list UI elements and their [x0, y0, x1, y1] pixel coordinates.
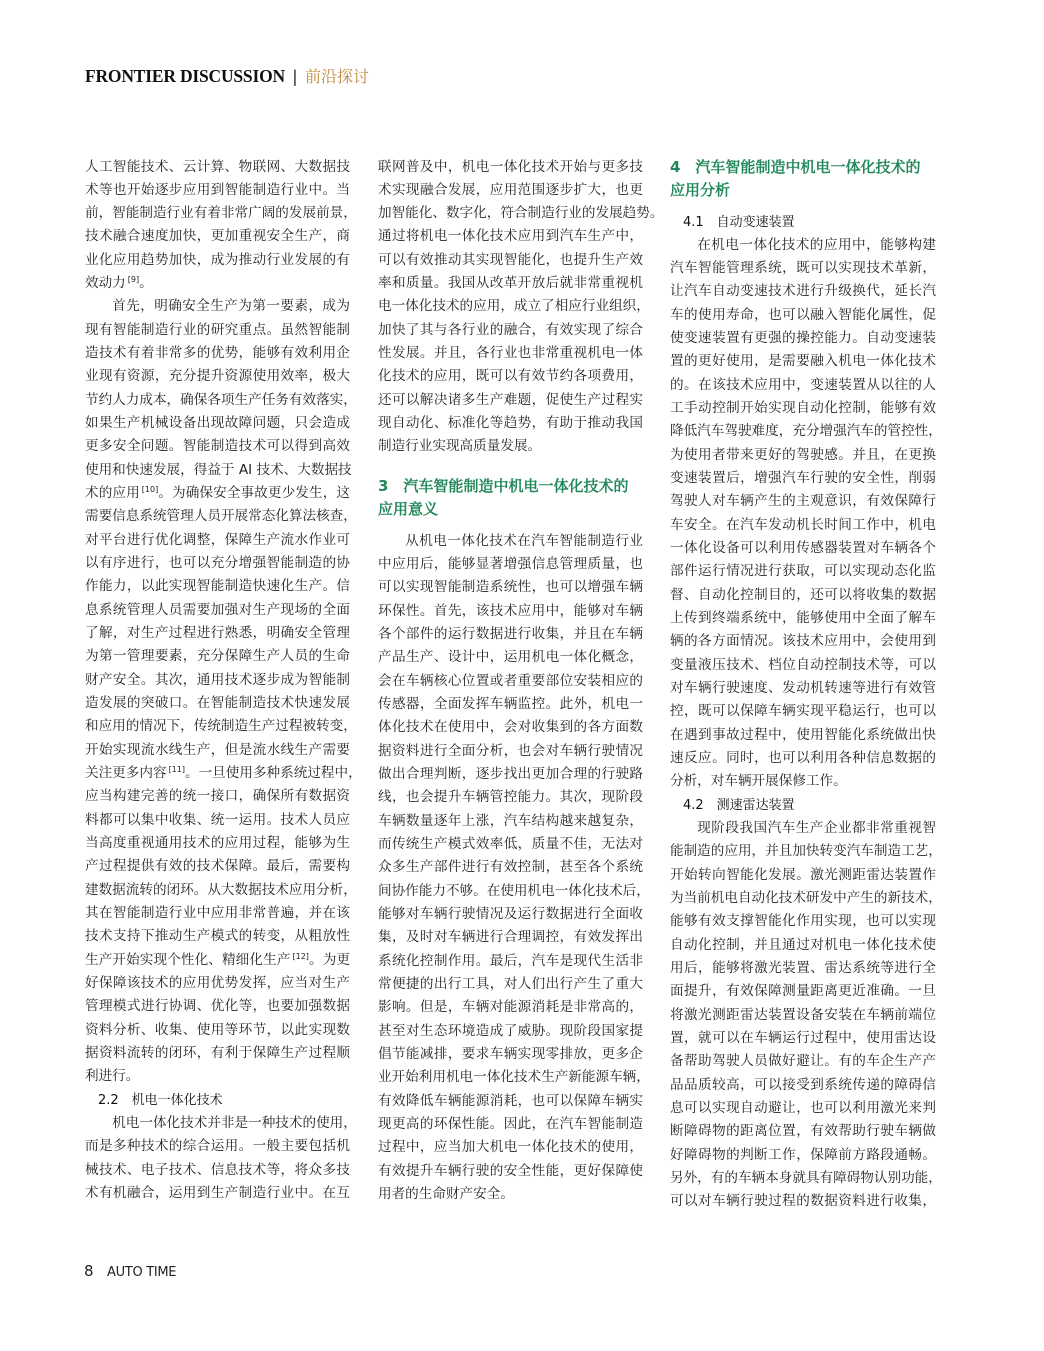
citation-superscript: [10] — [141, 485, 159, 495]
text-line: 更多安全问题。智能制造技术可以得到高效 — [85, 438, 350, 455]
paragraph — [85, 156, 357, 296]
text-segment: 术的应用 — [85, 485, 140, 502]
text-line: 会在车辆核心位置或者重要部位安装相应的 — [378, 672, 643, 689]
text-line: 业现有资源，充分提升资源使用效率，极大 — [85, 368, 350, 385]
text-line — [85, 762, 362, 785]
text-line: 众多生产部件进行有效控制，甚至各个系统 — [378, 859, 643, 876]
text-line: 而传统生产模式效率低，质量不佳，无法对 — [378, 836, 643, 853]
text-line: 督、自动化控制目的，还可以将收集的数据 — [670, 586, 936, 603]
text-column-3 — [670, 156, 942, 1214]
running-header — [85, 64, 369, 87]
text-line: 线，也会提升车辆管控能力。其次，现阶段 — [378, 789, 643, 806]
section-heading — [378, 475, 643, 521]
text-line: 4.1 自动变速装置 — [683, 214, 795, 230]
text-line: 好障碍物的判断工作，保障前方路段通畅。 — [670, 1146, 936, 1163]
text-line: 使变速装置有更强的操控能力。自动变速装 — [670, 330, 936, 347]
text-line: 现更高的环保性能。因此，在汽车智能制造 — [378, 1115, 643, 1132]
text-line — [85, 949, 350, 972]
text-line: 技术融合速度加快，更加重视安全生产，商 — [85, 228, 350, 245]
text-line: 让汽车自动变速技术进行升级换代，延长汽 — [670, 283, 936, 300]
text-line: 财产安全。其次，通用技术逐步成为智能制 — [85, 671, 350, 688]
text-line: 各个部件的运行数据进行收集，并且在车辆 — [378, 626, 643, 643]
text-line: 以有序进行，也可以充分增强智能制造的协 — [85, 555, 350, 572]
text-line — [85, 272, 350, 295]
text-line: 2.2 机电一体化技术 — [98, 1092, 223, 1108]
text-line: 当高度重视通用技术的应用过程，能够为生 — [85, 835, 350, 852]
text-line: 造技术有着非常多的优势，能够有效利用企 — [85, 345, 350, 362]
text-line: 化技术的应用，既可以有效节约各项费用， — [378, 368, 643, 385]
text-line: 应当构建完善的统一接口，确保所有数据资 — [85, 788, 350, 805]
text-line: 能够对车辆行驶情况及运行数据进行全面收 — [378, 906, 643, 923]
text-segment: 。为更 — [308, 951, 351, 968]
text-line: 速反应。同时，也可以利用各种信息数据的 — [670, 750, 936, 767]
text-line: 体化技术在使用中，会对收集到的各方面数 — [378, 719, 643, 736]
text-line: 通过将机电一体化技术应用到汽车生产中， — [378, 228, 643, 245]
text-line: 驾驶人对车辆产生的主观意识，有效保障行 — [670, 493, 936, 510]
citation-superscript: [12] — [292, 951, 309, 961]
text-line: 车辆数量逐年上涨，汽车结构越来越复杂， — [378, 812, 643, 829]
text-line: 性发展。并且，各行业也非常重视机电一体 — [378, 345, 643, 362]
text-line: 前，智能制造行业有着非常广阔的发展前景， — [85, 205, 357, 222]
text-line: 车安全。在汽车发动机长时间工作中，机电 — [670, 516, 936, 533]
section-title-cn: 前沿探讨 — [304, 67, 369, 86]
text-line: 自动化控制，并且通过对机电一体化技术使 — [670, 936, 936, 953]
text-line: 将激光测距雷达装置设备安装在车辆前端位 — [670, 1006, 936, 1023]
text-line: 过程中，应当加大机电一体化技术的使用， — [378, 1139, 643, 1156]
text-line: 术实现融合发展，应用范围逐步扩大，也更 — [378, 181, 643, 198]
text-line: 如果生产机械设备出现故障问题，只会造成 — [85, 415, 350, 432]
text-line: 加快了其与各行业的融合，有效实现了综合 — [378, 321, 643, 338]
text-line: 术有机融合，运用到生产制造行业中。在互 — [85, 1184, 350, 1201]
page-footer — [84, 1262, 176, 1280]
text-line: 节约人力成本，确保各项生产任务有效落实， — [85, 391, 357, 408]
text-line: 可以实现智能制造系统性，也可以增强车辆 — [378, 579, 643, 596]
text-line: 而是多种技术的综合运用。一般主要包括机 — [85, 1138, 350, 1155]
text-line: 有效降低车辆能源消耗，也可以保障车辆实 — [378, 1092, 643, 1109]
text-line: 为使用者带来更好的驾驶感。并且，在更换 — [670, 446, 936, 463]
text-line: 在机电一体化技术的应用中，能够构建 — [697, 236, 936, 253]
text-line: 应用意义 — [378, 499, 439, 518]
text-line: 业开始利用机电一体化技术生产新能源车辆， — [378, 1069, 650, 1086]
text-line: 据资料流转的闭环，有利于保障生产过程顺 — [85, 1044, 350, 1061]
text-line: 能够有效支撑智能化作用实现，也可以实现 — [670, 913, 936, 930]
text-line: 分析，对车辆开展保修工作。 — [670, 773, 847, 790]
text-line: 品品质较高，可以接受到系统传递的障碍信 — [670, 1076, 936, 1093]
subsection-heading — [85, 1089, 350, 1112]
text-line: 为当前机电自动化技术研发中产生的新技术， — [670, 890, 942, 907]
text-line: 另外，有的车辆本身就具有障碍物认别功能， — [670, 1169, 942, 1186]
text-line: 集，及时对车辆进行合理调控，有效发挥出 — [378, 929, 643, 946]
subsection-heading — [670, 794, 936, 817]
text-line: 影响。但是，车辆对能源消耗是非常高的， — [378, 999, 643, 1016]
text-line: 控，既可以保障车辆实现平稳运行，也可以 — [670, 703, 936, 720]
paragraph — [670, 234, 942, 794]
text-line: 产过程提供有效的技术保障。最后，需要构 — [85, 858, 350, 875]
paragraph — [378, 156, 664, 459]
text-segment: 。一旦使用多种系统过程中， — [184, 765, 362, 782]
text-segment: 。 — [139, 275, 153, 292]
text-line: 联网普及中，机电一体化技术开始与更多技 — [378, 158, 643, 175]
text-line: 中应用后，能够显著增强信息管理质量，也 — [378, 556, 643, 573]
text-line: 甚至对生态环境造成了威胁。现阶段国家提 — [378, 1022, 643, 1039]
text-line: 需要信息系统管理人员开展常态化算法核查， — [85, 508, 357, 525]
section-title-en: FRONTIER DISCUSSION — [85, 66, 285, 86]
text-segment: 。为确保安全事故更少发生，这 — [158, 485, 351, 502]
text-line: 传感器，全面发挥车辆监控。此外，机电一 — [378, 696, 643, 713]
text-line: 管理模式进行协调、优化等，也要加强数据 — [85, 998, 350, 1015]
header-separator: | — [293, 66, 297, 86]
text-line: 间协作能力不够。在使用机电一体化技术后， — [378, 882, 650, 899]
text-line: 的。在该技术应用中，变速装置从以往的人 — [670, 376, 936, 393]
text-line: 作能力，以此实现智能制造快速化生产。信 — [85, 578, 350, 595]
paragraph — [85, 295, 362, 1088]
paragraph — [378, 530, 650, 1207]
text-line: 机电一体化技术并非是一种技术的使用， — [112, 1114, 357, 1131]
text-line: 变速装置后，增强汽车行驶的安全性，削弱 — [670, 470, 936, 487]
text-line: 4.2 测速雷达装置 — [683, 797, 795, 813]
text-line: 车的使用寿命，也可以融入智能化属性，促 — [670, 306, 936, 323]
text-line: 率和质量。我国从改革开放后就非常重视机 — [378, 275, 643, 292]
text-line: 资料分析、收集、使用等环节，以此实现数 — [85, 1021, 350, 1038]
text-line: 常便捷的出行工具，对人们出行产生了重大 — [378, 976, 643, 992]
text-line: 造发展的突破口。在智能制造技术快速发展 — [85, 695, 350, 712]
text-line: 建数据流转的闭环。从大数据技术应用分析， — [85, 881, 357, 898]
text-line: 部件运行情况进行获取，可以实现动态化监 — [670, 563, 936, 580]
text-line: 工手动控制开始实现自动化控制，能够有效 — [670, 400, 936, 417]
text-line: 系统化控制作用。最后，汽车是现代生活非 — [378, 952, 643, 969]
text-line: 对平台进行优化调整，保障生产流水作业可 — [85, 531, 350, 548]
text-line: 电一体化技术的应用，成立了相应行业组织， — [378, 298, 650, 315]
text-line: 有效提升车辆行驶的安全性能，更好保障使 — [378, 1162, 643, 1179]
text-line: 制造行业实现高质量发展。 — [378, 438, 542, 455]
text-line: 械技术、电子技术、信息技术等，将众多技 — [85, 1161, 350, 1178]
text-line: 3 汽车智能制造中机电一体化技术的 — [378, 476, 629, 495]
text-line: 人工智能技术、云计算、物联网、大数据技 — [85, 158, 350, 175]
text-segment: 生产开始实现个性化、精细化生产 — [85, 951, 291, 968]
text-line: 据资料进行全面分析，也会对车辆行驶情况 — [378, 742, 643, 759]
text-line — [85, 482, 350, 505]
text-line: 使用和快速发展，得益于 AI 技术、大数据技 — [85, 461, 352, 478]
text-column-1 — [85, 156, 362, 1206]
text-line: 环保性。首先，该技术应用中，能够对车辆 — [378, 602, 643, 619]
text-line: 息系统管理人员需要加强对生产现场的全面 — [85, 601, 350, 618]
text-segment: 效动力 — [85, 275, 126, 292]
text-line: 在遇到事故过程中，使用智能化系统做出快 — [670, 726, 936, 743]
text-line: 业化应用趋势加快，成为推动行业发展的有 — [85, 251, 350, 268]
text-line: 了解，对生产过程进行熟悉，明确安全管理 — [85, 625, 350, 642]
citation-superscript: [11] — [168, 765, 185, 775]
text-line: 息可以实现自动避让，也可以利用激光来判 — [670, 1099, 936, 1116]
section-heading — [670, 156, 936, 202]
text-line: 一体化设备可以利用传感器装置对车辆各个 — [670, 540, 936, 557]
text-line: 倡节能减排，要求车辆实现零排放，更多企 — [378, 1045, 643, 1062]
text-line: 还可以解决诸多生产难题，促使生产过程实 — [378, 391, 643, 408]
text-line: 利进行。 — [85, 1068, 140, 1085]
text-line: 汽车智能管理系统，既可以实现技术革新， — [670, 260, 936, 277]
text-line: 和应用的情况下，传统制造生产过程被转变， — [85, 718, 357, 735]
page-number: 8 — [84, 1262, 94, 1280]
text-line: 置的更好使用，是需要融入机电一体化技术 — [670, 353, 936, 370]
paragraph — [670, 817, 942, 1214]
text-segment: 关注更多内容 — [85, 765, 167, 782]
text-line: 技术支持下推动生产模式的转变，从粗放性 — [85, 928, 350, 945]
text-line: 开始转向智能化发展。激光测距雷达装置作 — [670, 866, 936, 883]
text-line: 置，就可以在车辆运行过程中，使用雷达设 — [670, 1029, 936, 1046]
text-line: 开始实现流水线生产，但是流水线生产需要 — [85, 741, 350, 758]
text-line: 4 汽车智能制造中机电一体化技术的 — [670, 157, 921, 176]
text-line: 降低汽车驾驶难度，充分增强汽车的管控性， — [670, 423, 942, 440]
paragraph — [85, 1112, 357, 1205]
text-line: 可以对车辆行驶过程的数据资料进行收集， — [670, 1193, 936, 1210]
text-line: 好保障该技术的应用优势发挥，应当对生产 — [85, 974, 350, 991]
text-line: 对车辆行驶速度、发动机转速等进行有效管 — [670, 680, 936, 697]
text-line: 上传到终端系统中，能够使用中全面了解车 — [670, 610, 936, 627]
text-line: 现阶段我国汽车生产企业都非常重视智 — [697, 820, 936, 837]
text-line: 备帮助驾驶人员做好避让。有的车企生产产 — [670, 1053, 936, 1070]
text-line: 术等也开始逐步应用到智能制造行业中。当 — [85, 181, 350, 198]
text-line: 断障碍物的距离位置，有效帮助行驶车辆做 — [670, 1123, 936, 1140]
text-line: 现自动化、标准化等趋势，有助于推动我国 — [378, 415, 643, 432]
text-line: 产品生产、设计中，运用机电一体化概念， — [378, 649, 643, 666]
text-line: 辆的各方面情况。该技术应用中，会使用到 — [670, 633, 936, 650]
text-line: 现有智能制造行业的研究重点。虽然智能制 — [85, 321, 350, 338]
text-line: 首先，明确安全生产为第一要素，成为 — [112, 298, 350, 315]
text-line: 面提升，有效保障测量距离更近准确。一旦 — [670, 983, 936, 1000]
text-line: 为第一管理要素，充分保障生产人员的生命 — [85, 648, 350, 665]
text-line: 应用分析 — [670, 180, 731, 199]
text-line: 可以有效推动其实现智能化，也提升生产效 — [378, 251, 643, 268]
text-line: 加智能化、数字化，符合制造行业的发展趋势。 — [378, 205, 664, 222]
text-line: 变量液压技术、档位自动控制技术等，可以 — [670, 656, 936, 673]
text-line: 用者的生命财产安全。 — [378, 1185, 514, 1202]
magazine-name: AUTO TIME — [107, 1265, 177, 1280]
text-line: 从机电一体化技术在汽车智能制造行业 — [405, 532, 643, 549]
text-line: 做出合理判断，逐步找出更加合理的行驶路 — [378, 766, 643, 783]
text-column-2 — [378, 156, 664, 1207]
citation-superscript: [9] — [127, 275, 140, 285]
text-line: 料都可以集中收集、统一运用。技术人员应 — [85, 811, 350, 828]
text-line: 用后，能够将激光装置、雷达系统等进行全 — [670, 960, 936, 976]
text-line: 其在智能制造行业中应用非常普遍，并在该 — [85, 905, 350, 921]
subsection-heading — [670, 211, 936, 234]
text-line: 能制造的应用，并且加快转变汽车制造工艺， — [670, 843, 942, 860]
